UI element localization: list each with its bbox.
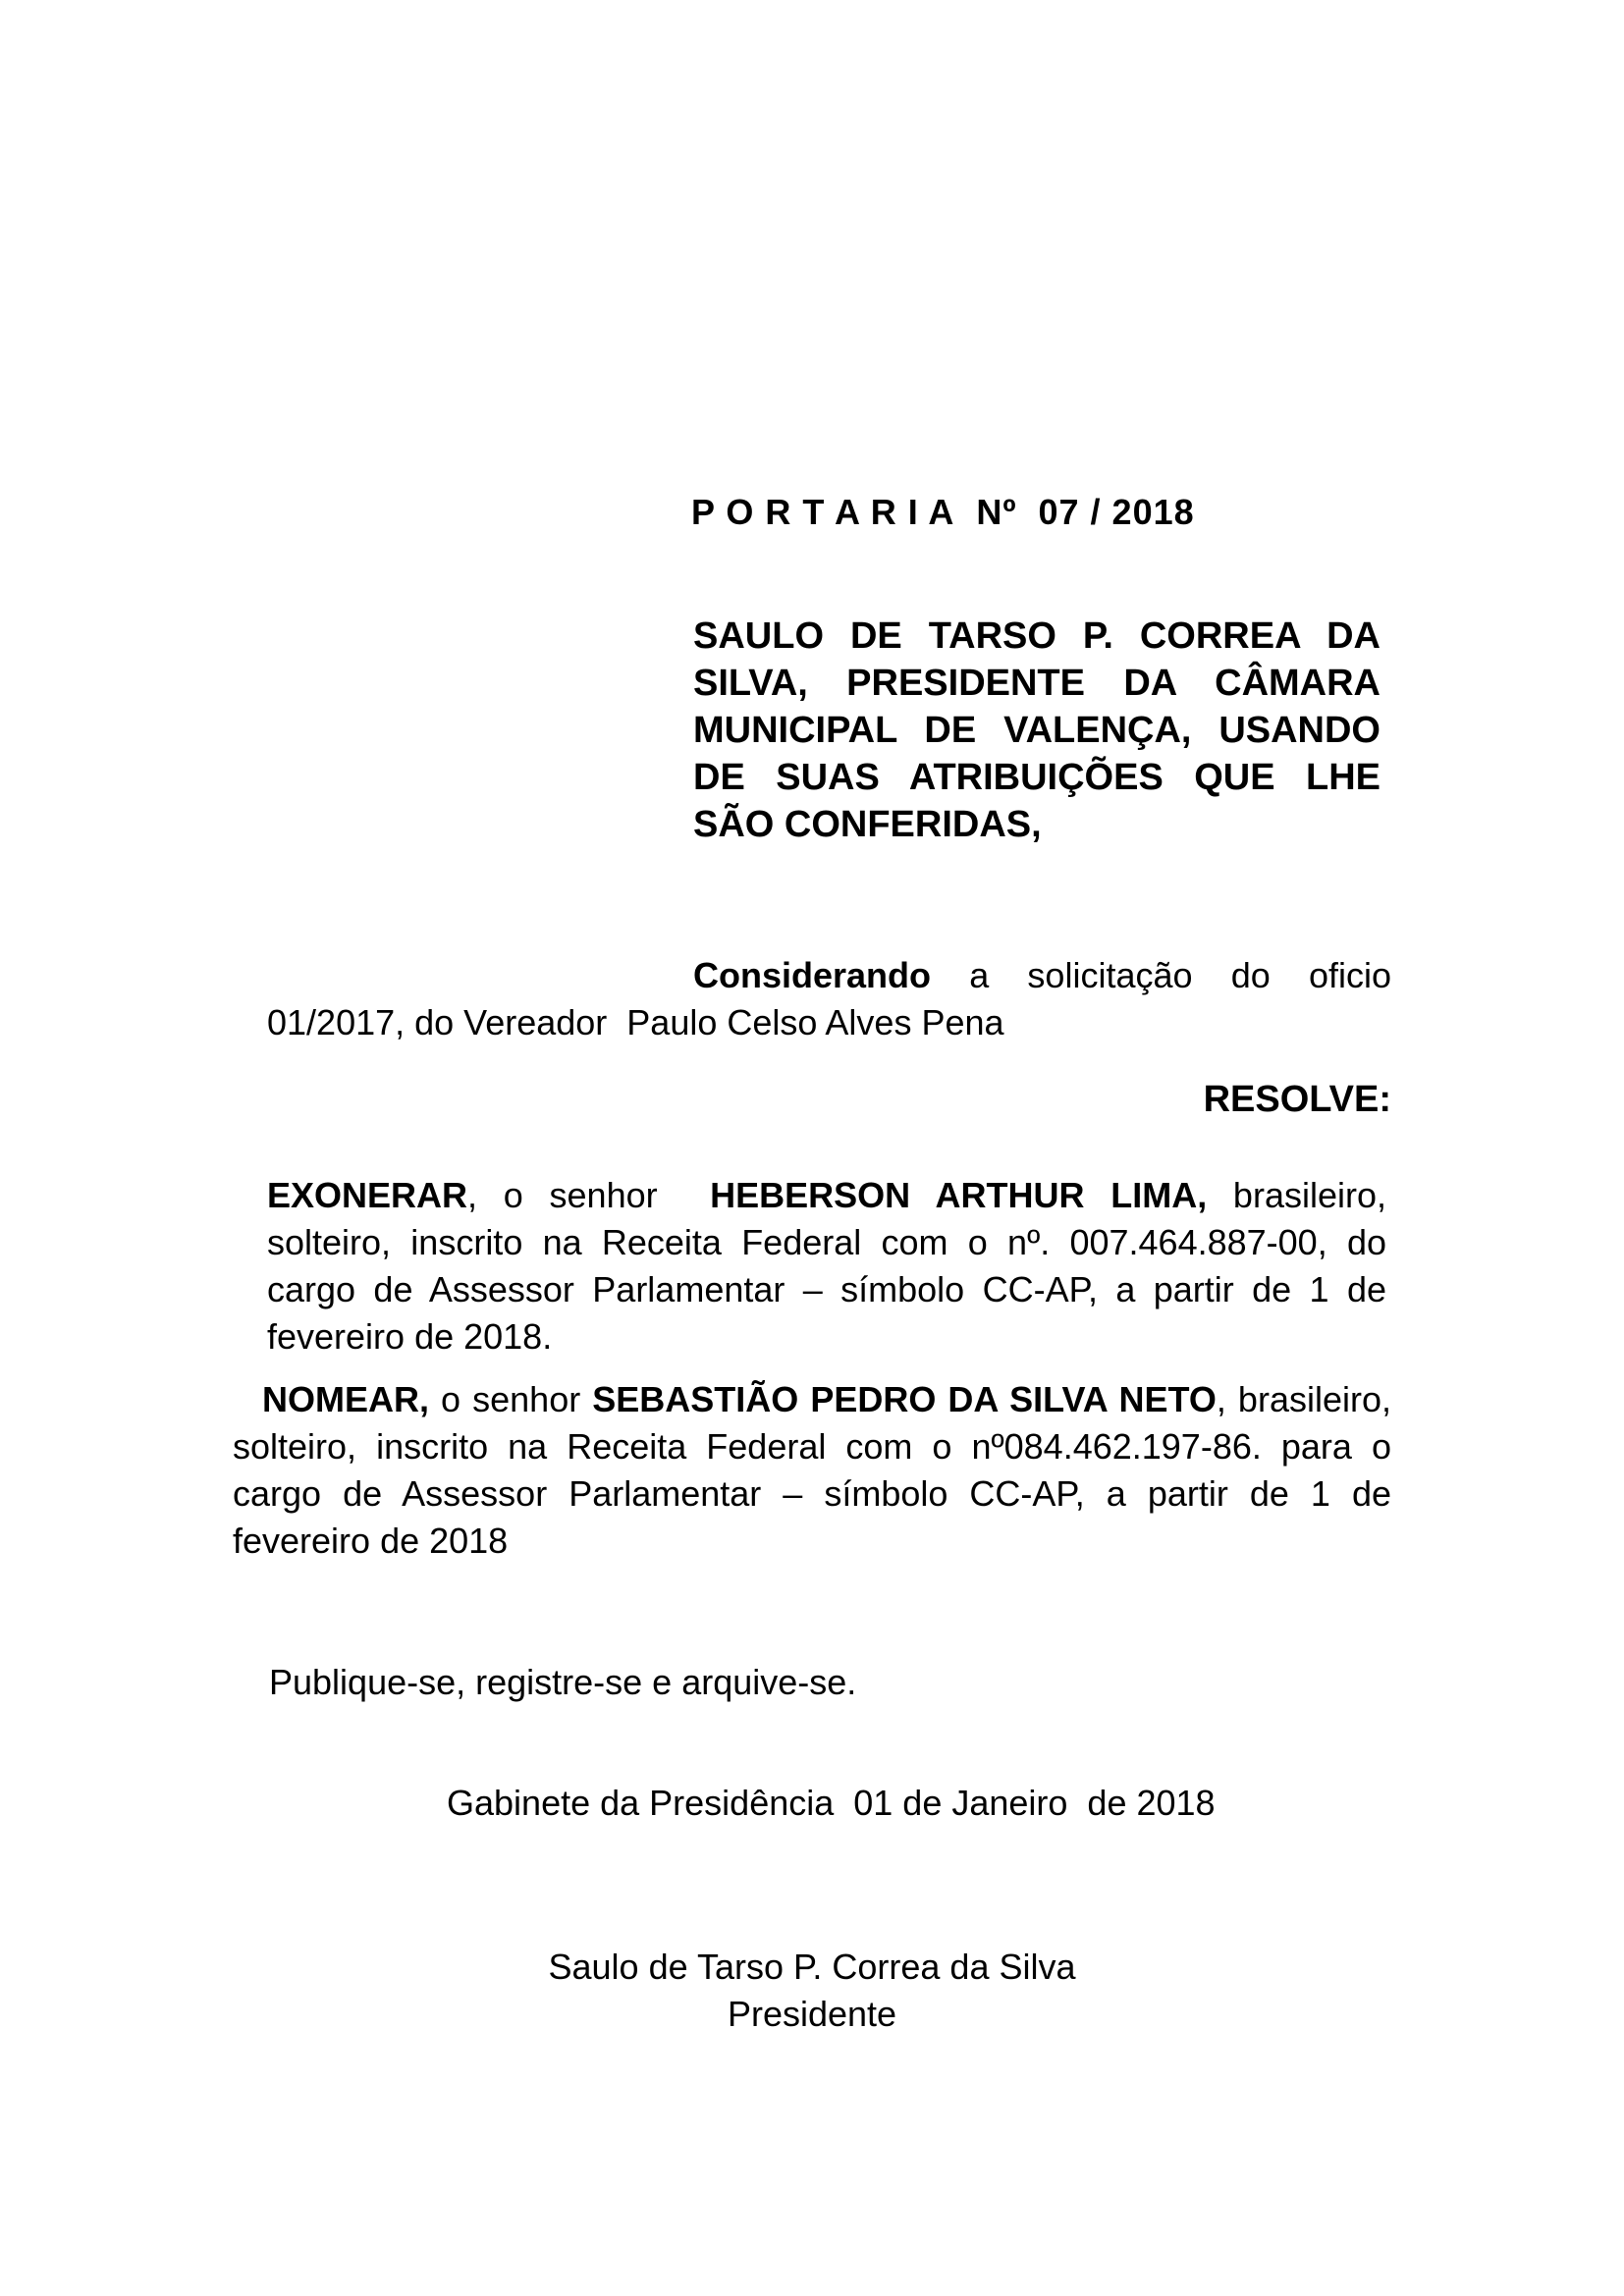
nomear-body-text: , brasileiro, solteiro, inscrito na Receita Federal com o nº084.462.197-86. para o cargo de Assessor Parlamentar – símbolo CC-AP, a partir de 1 de fevereiro de 2018	[233, 1379, 1391, 1561]
exonerar-lead-text: , o senhor	[467, 1175, 711, 1215]
signature-role: Presidente	[727, 1994, 897, 2034]
exonerar-body-text: brasileiro, solteiro, inscrito na Receita Federal com o nº. 007.464.887-00, do cargo de Assessor Parlamentar – símbolo CC-AP, a partir de 1 de fevereiro de 2018.	[267, 1175, 1386, 1357]
nomear-lead-text: o senhor	[429, 1379, 593, 1419]
considerando-body-text: a solicitação do oficio 01/2017, do Vereador Paulo Celso Alves Pena	[267, 955, 1391, 1042]
nomear-person-name: SEBASTIÃO PEDRO DA SILVA NETO	[592, 1379, 1217, 1419]
exonerar-keyword: EXONERAR	[267, 1175, 468, 1215]
considerando-keyword: Considerando	[693, 955, 932, 995]
resolve-heading: RESOLVE:	[1203, 1079, 1391, 1120]
considerando-paragraph	[267, 952, 1391, 1046]
signature-name: Saulo de Tarso P. Correa da Silva	[548, 1947, 1076, 1987]
signature-block	[0, 1944, 1624, 2038]
exonerar-person-name: HEBERSON ARTHUR LIMA,	[710, 1175, 1208, 1215]
closing-formula: Publique-se, registre-se e arquive-se.	[269, 1662, 857, 1702]
exonerar-paragraph	[267, 1172, 1386, 1361]
place-date-line: Gabinete da Presidência 01 de Janeiro de 2018	[447, 1783, 1216, 1823]
nomear-keyword: NOMEAR,	[262, 1379, 429, 1419]
document-title: P O R T A R I A Nº 07 / 2018	[691, 492, 1195, 532]
nomear-paragraph	[233, 1376, 1391, 1565]
preamble-paragraph: SAULO DE TARSO P. CORREA DA SILVA, PRESIDENTE DA CÂMARA MUNICIPAL DE VALENÇA, USANDO DE SUAS ATRIBUIÇÕES QUE LHE SÃO CONFERIDAS,	[693, 615, 1380, 845]
